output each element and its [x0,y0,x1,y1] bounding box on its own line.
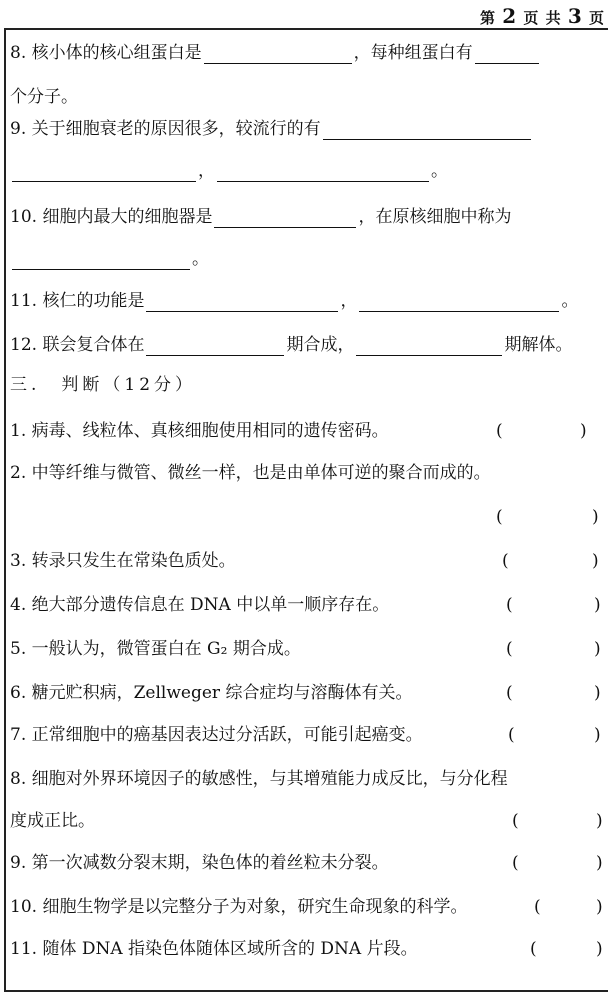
question-10-continued [10,248,609,270]
question-text: 期合成， [286,335,355,355]
answer-blank[interactable] [359,298,559,312]
paren-open: ( [506,595,513,615]
question-text: 9. 关于细胞衰老的原因很多，较流行的有 [10,119,321,139]
page-current: 2 [502,4,518,28]
answer-blank[interactable] [217,168,429,182]
page-label-end: 页 [588,9,605,27]
paren-close: ) [580,421,587,441]
judgment-10: 10. 细胞生物学是以完整分子为对象，研究生命现象的科学。 [10,897,468,917]
paren-open: ( [496,507,503,527]
paren-open: ( [512,853,519,873]
paren-open: ( [506,639,513,659]
paren-open: ( [506,683,513,703]
paren-close: ) [594,725,601,745]
judgment-7: 7. 正常细胞中的癌基因表达过分活跃，可能引起癌变。 [10,725,423,745]
paren-open: ( [534,897,541,917]
period: 。 [431,161,448,181]
answer-blank[interactable] [146,342,284,356]
question-text: ，在原核细胞中称为 [358,207,512,227]
page-label: 第 [479,9,496,27]
question-text: 个分子。 [10,87,78,107]
paren-close: ) [594,683,601,703]
paren-close: ) [596,811,603,831]
question-8 [10,42,609,64]
paren-open: ( [496,421,503,441]
answer-blank[interactable] [214,214,356,228]
judgment-3: 3. 转录只发生在常染色质处。 [10,551,236,571]
answer-blank[interactable] [12,256,190,270]
answer-blank[interactable] [323,126,531,140]
judgment-5: 5. 一般认为，微管蛋白在 G₂ 期合成。 [10,639,301,659]
answer-blank[interactable] [12,168,196,182]
section-title: 三. 判断（12分） [10,375,197,395]
paren-close: ) [596,853,603,873]
judgment-8: 8. 细胞对外界环境因子的敏感性，与其增殖能力成反比，与分化程 [10,769,508,789]
paren-open: ( [508,725,515,745]
period: 。 [561,291,579,311]
judgment-4: 4. 绝大部分遗传信息在 DNA 中以单一顺序存在。 [10,595,390,615]
question-10 [10,206,609,228]
question-8-continued [10,86,609,108]
separator: ， [198,161,215,181]
judgment-6: 6. 糖元贮积病，Zellweger 综合症均与溶酶体有关。 [10,683,413,703]
period: 。 [192,249,209,269]
paren-open: ( [530,939,537,959]
answer-blank[interactable] [475,50,539,64]
question-12 [10,334,609,356]
question-11 [10,290,609,312]
page-label-mid: 页 共 [523,9,562,27]
question-text: 11. 核仁的功能是 [10,291,145,311]
paren-open: ( [512,811,519,831]
judgment-8-continued: 度成正比。 [10,811,95,831]
question-text: ，每种组蛋白有 [353,43,473,63]
question-9-continued [10,160,609,182]
paren-close: ) [594,595,601,615]
question-text: 12. 联会复合体在 [10,335,145,355]
paren-close: ) [592,507,599,527]
paren-close: ) [596,939,603,959]
judgment-11: 11. 随体 DNA 指染色体随体区域所含的 DNA 片段。 [10,939,418,959]
paren-close: ) [596,897,603,917]
answer-blank[interactable] [204,50,352,64]
page-number [480,4,605,28]
question-9 [10,118,609,140]
paren-close: ) [592,551,599,571]
question-text: 10. 细胞内最大的细胞器是 [10,207,213,227]
judgment-2: 2. 中等纤维与微管、微丝一样，也是由单体可逆的聚合而成的。 [10,463,491,483]
answer-blank[interactable] [146,298,338,312]
question-text: 期解体。 [504,335,573,355]
answer-blank[interactable] [356,342,502,356]
page-total: 3 [567,4,583,28]
separator: ， [340,291,358,311]
judgment-1: 1. 病毒、线粒体、真核细胞使用相同的遗传密码。 [10,421,389,441]
question-text: 8. 核小体的核心组蛋白是 [10,43,202,63]
judgment-9: 9. 第一次减数分裂末期，染色体的着丝粒未分裂。 [10,853,389,873]
paren-close: ) [594,639,601,659]
paren-open: ( [502,551,509,571]
